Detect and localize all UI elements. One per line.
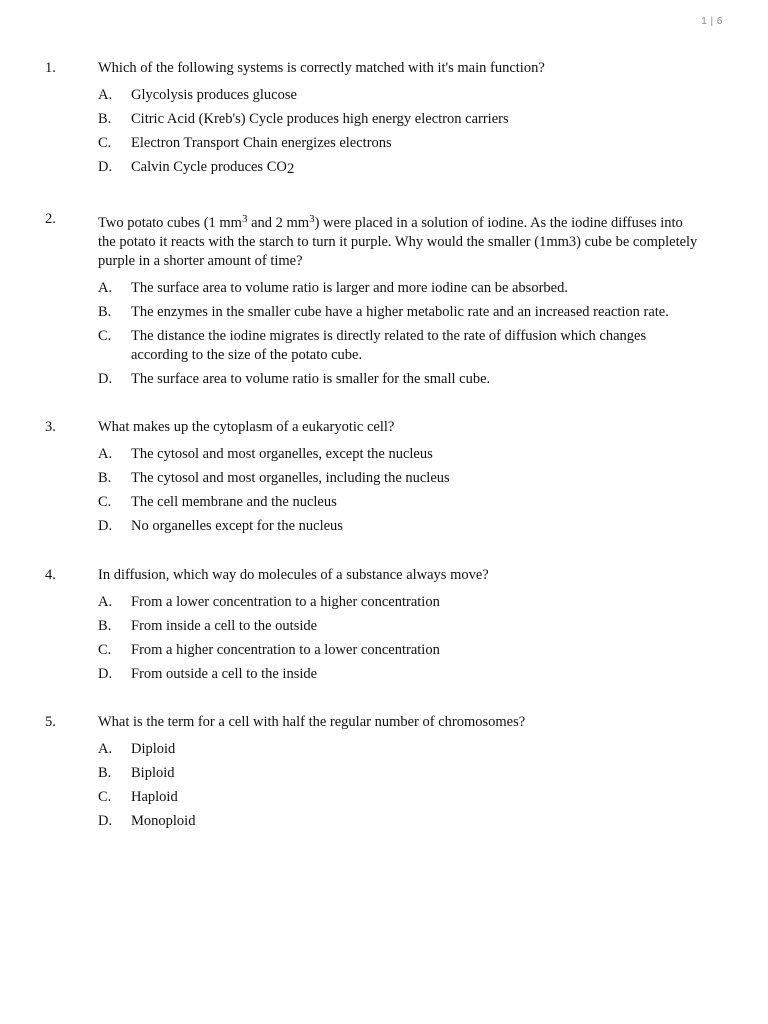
answer-option-d bbox=[98, 370, 705, 389]
option-letter: D. bbox=[98, 666, 113, 682]
option-letter: A. bbox=[98, 280, 113, 296]
question-text-part: and 2 mm bbox=[247, 215, 310, 231]
option-text: Monoploid bbox=[131, 813, 196, 829]
question-text: What is the term for a cell with half the regular number of chromosomes? bbox=[98, 714, 526, 730]
answer-option-d bbox=[98, 665, 705, 684]
answer-option-b bbox=[98, 303, 705, 322]
option-text: From inside a cell to the outside bbox=[131, 618, 318, 634]
question-2 bbox=[45, 210, 705, 404]
answer-option-b bbox=[98, 764, 705, 783]
option-text-subscript: 2 bbox=[286, 161, 295, 177]
question-text-part: Two potato cubes (1 mm bbox=[98, 215, 242, 231]
answer-option-c bbox=[98, 788, 705, 807]
option-text: The cell membrane and the nucleus bbox=[131, 494, 337, 510]
question-text: What makes up the cytoplasm of a eukaryotic cell? bbox=[98, 419, 395, 435]
option-letter: D. bbox=[98, 159, 113, 175]
option-text: No organelles except for the nucleus bbox=[131, 518, 343, 534]
option-letter: B. bbox=[98, 618, 112, 634]
question-number: 2. bbox=[45, 211, 56, 227]
option-text: Electron Transport Chain energizes electrons bbox=[131, 135, 392, 151]
answer-option-d bbox=[98, 812, 705, 831]
option-letter: C. bbox=[98, 642, 112, 658]
question-number: 3. bbox=[45, 419, 56, 435]
option-text: Citric Acid (Kreb's) Cycle produces high energy electron carriers bbox=[131, 111, 509, 127]
option-text bbox=[131, 158, 696, 179]
answer-option-a bbox=[98, 279, 705, 298]
answer-option-c bbox=[98, 641, 705, 660]
option-text: The surface area to volume ratio is smaller for the small cube. bbox=[131, 371, 491, 387]
question-number: 4. bbox=[45, 567, 56, 583]
question-text: In diffusion, which way do molecules of a substance always move? bbox=[98, 567, 489, 583]
answer-option-d bbox=[98, 158, 705, 179]
answer-option-b bbox=[98, 110, 705, 129]
answer-option-c bbox=[98, 493, 705, 512]
option-text: The distance the iodine migrates is directly related to the rate of diffusion which changes according to the size of the potato cube. bbox=[131, 328, 647, 363]
option-letter: B. bbox=[98, 470, 112, 486]
question-1 bbox=[45, 59, 705, 194]
answer-option-b bbox=[98, 469, 705, 488]
option-text: Haploid bbox=[131, 789, 178, 805]
answer-options bbox=[98, 86, 705, 179]
answer-option-a bbox=[98, 86, 705, 105]
answer-options bbox=[98, 593, 705, 684]
option-letter: A. bbox=[98, 741, 113, 757]
question-number: 1. bbox=[45, 60, 56, 76]
option-text: Diploid bbox=[131, 741, 176, 757]
option-letter: B. bbox=[98, 765, 112, 781]
option-text: From outside a cell to the inside bbox=[131, 666, 318, 682]
option-text-main: Calvin Cycle produces CO bbox=[131, 159, 287, 175]
answer-option-a bbox=[98, 740, 705, 759]
option-text: The surface area to volume ratio is larger and more iodine can be absorbed. bbox=[131, 280, 568, 296]
answer-option-b bbox=[98, 617, 705, 636]
answer-option-a bbox=[98, 445, 705, 464]
superscript: 3 bbox=[309, 213, 315, 225]
superscript: 3 bbox=[241, 213, 248, 225]
question-text bbox=[98, 210, 698, 271]
option-text: Biploid bbox=[131, 765, 175, 781]
option-letter: A. bbox=[98, 87, 113, 103]
option-letter: B. bbox=[98, 111, 112, 127]
option-letter: C. bbox=[98, 135, 112, 151]
answer-option-c bbox=[98, 327, 705, 365]
option-letter: A. bbox=[98, 594, 113, 610]
question-4 bbox=[45, 566, 705, 699]
option-letter: D. bbox=[98, 813, 113, 829]
option-letter: A. bbox=[98, 446, 113, 462]
answer-option-c bbox=[98, 134, 705, 153]
option-text: The cytosol and most organelles, including the nucleus bbox=[131, 470, 450, 486]
option-letter: D. bbox=[98, 371, 113, 387]
answer-options bbox=[98, 279, 705, 389]
option-letter: B. bbox=[98, 304, 112, 320]
option-letter: C. bbox=[98, 328, 112, 344]
answer-options bbox=[98, 445, 705, 536]
option-text: The enzymes in the smaller cube have a higher metabolic rate and an increased reaction rate. bbox=[131, 304, 669, 320]
question-3 bbox=[45, 418, 705, 551]
option-text: From a higher concentration to a lower concentration bbox=[131, 642, 440, 658]
page-number: 1 | 6 bbox=[701, 16, 723, 27]
question-text-part: ) were placed in a solution of iodine. As the iodine diffuses into the potato it reacts with the starch to turn it purple. Why would the smaller (1mm3) cube be completely purple in a shorter amount of time? bbox=[98, 215, 698, 269]
question-number: 5. bbox=[45, 714, 56, 730]
answer-options bbox=[98, 740, 705, 831]
question-text: Which of the following systems is correctly matched with it's main function? bbox=[98, 60, 545, 76]
option-letter: D. bbox=[98, 518, 113, 534]
answer-option-a bbox=[98, 593, 705, 612]
question-5 bbox=[45, 713, 705, 846]
option-text: The cytosol and most organelles, except the nucleus bbox=[131, 446, 433, 462]
option-letter: C. bbox=[98, 494, 112, 510]
option-text: Glycolysis produces glucose bbox=[131, 87, 297, 103]
option-text: From a lower concentration to a higher concentration bbox=[131, 594, 440, 610]
option-letter: C. bbox=[98, 789, 112, 805]
answer-option-d bbox=[98, 517, 705, 536]
